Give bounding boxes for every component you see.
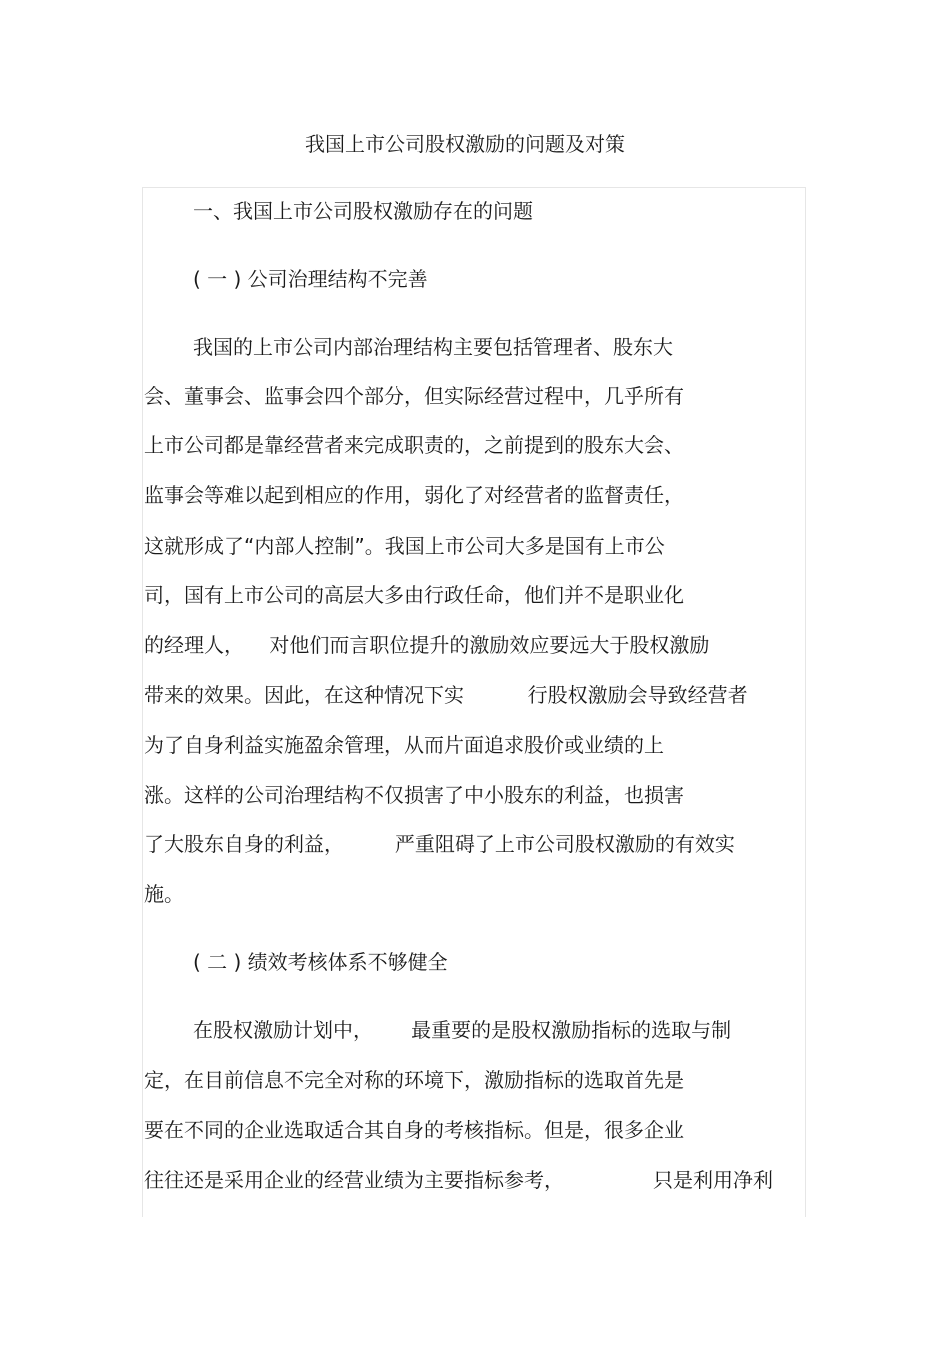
paragraph-1-line-7: 的经理人， 对他们而言职位提升的激励效应要远大于股权激励 [144, 633, 710, 657]
paragraph-2-line-2: 定，在目前信息不完全对称的环境下，激励指标的选取首先是 [144, 1068, 684, 1092]
section-heading: 一、我国上市公司股权激励存在的问题 [193, 199, 533, 223]
document-title: 我国上市公司股权激励的问题及对策 [305, 132, 625, 156]
subsection-heading-2: ( 二 ) 绩效考核体系不够健全 [193, 950, 448, 974]
paragraph-1-line-5: 这就形成了“内部人控制”。我国上市公司大多是国有上市公 [144, 534, 665, 558]
paragraph-1-line-2: 会、董事会、监事会四个部分，但实际经营过程中，几乎所有 [144, 384, 684, 408]
subsection-heading-1: ( 一 ) 公司治理结构不完善 [193, 267, 428, 291]
paragraph-2-line-4: 往往还是采用企业的经营业绩为主要指标参考， 只是利用净利 [144, 1168, 774, 1192]
paragraph-1-line-12: 施。 [144, 882, 184, 906]
paragraph-2-line-3: 要在不同的企业选取适合其自身的考核指标。但是，很多企业 [144, 1118, 684, 1142]
paragraph-1-line-6: 司，国有上市公司的高层大多由行政任命，他们并不是职业化 [144, 583, 684, 607]
paragraph-1-line-9: 为了自身利益实施盈余管理，从而片面追求股价或业绩的上 [144, 733, 664, 757]
paragraph-1-line-4: 监事会等难以起到相应的作用，弱化了对经营者的监督责任， [144, 483, 684, 507]
paragraph-1-line-10: 涨。这样的公司治理结构不仅损害了中小股东的利益，也损害 [144, 783, 684, 807]
paragraph-1-line-8: 带来的效果。因此，在这种情况下实 行股权激励会导致经营者 [144, 683, 748, 707]
paragraph-1-line-1: 我国的上市公司内部治理结构主要包括管理者、股东大 [193, 335, 673, 359]
paragraph-1-line-3: 上市公司都是靠经营者来完成职责的，之前提到的股东大会、 [144, 433, 684, 457]
paragraph-2-line-1: 在股权激励计划中， 最重要的是股权激励指标的选取与制 [193, 1018, 732, 1042]
paragraph-1-line-11: 了大股东自身的利益， 严重阻碍了上市公司股权激励的有效实 [144, 832, 735, 856]
